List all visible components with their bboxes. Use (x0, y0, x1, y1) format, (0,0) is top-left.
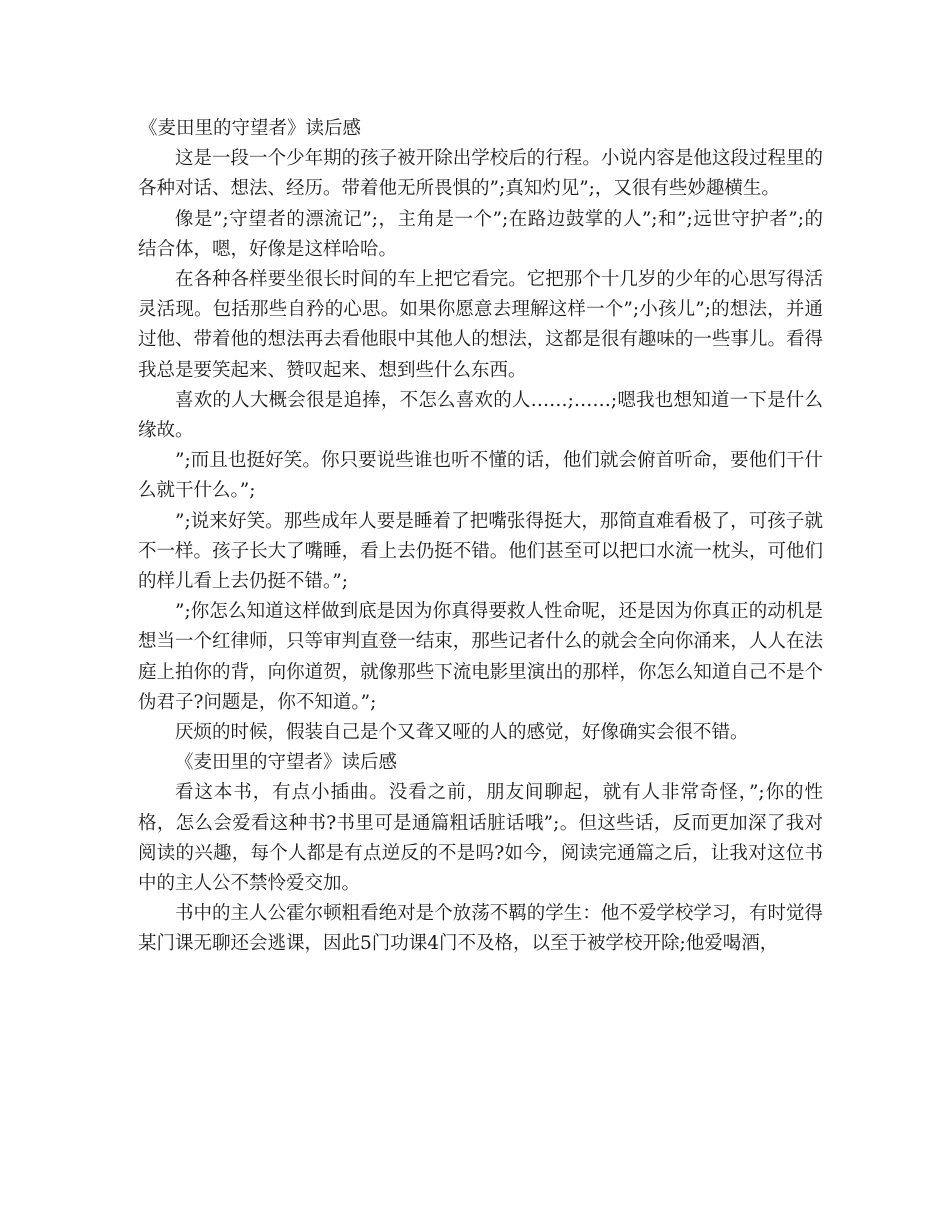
paragraph: 书中的主人公霍尔顿粗看绝对是个放荡不羁的学生：他不爱学校学习，有时觉得某门课无聊还会逃课，因此5门功课4门不及格，以至于被学校开除;他爱喝酒， (138, 903, 823, 955)
paragraph: 在各种各样要坐很长时间的车上把它看完。它把那个十几岁的少年的心思写得活灵活现。包括那些自矜的心思。如果你愿意去理解这样一个”;小孩儿”;的想法，并通过他、带着他的想法再去看他眼中其他人的想法，这都是很有趣味的一些事儿。看得我总是要笑起来、赞叹起来、想到些什么东西。 (138, 269, 823, 381)
paragraph: 看这本书，有点小插曲。没看之前，朋友间聊起，就有人非常奇怪，”;你的性格，怎么会爱看这种书?书里可是通篇粗话脏话哦”;。但这些话，反而更加深了我对阅读的兴趣，每个人都是有点逆反的不是吗?如今，阅读完通篇之后，让我对这位书中的主人公不禁怜爱交加。 (138, 782, 823, 895)
paragraph: 这是一段一个少年期的孩子被开除出学校后的行程。小说内容是他这段过程里的各种对话、想法、经历。带着他无所畏惧的”;真知灼见”;，又很有些妙趣横生。 (138, 148, 823, 200)
document-body (138, 114, 823, 960)
section-title: 《麦田里的守望者》读后感 (139, 118, 362, 139)
paragraph: 像是”;守望者的漂流记”;，主角是一个”;在路边鼓掌的人”;和”;远世守护者”;的结合体，嗯，好像是这样哈哈。 (138, 208, 823, 260)
quote-paragraph: ”;你怎么知道这样做到底是因为你真得要救人性命呢，还是因为你真正的动机是想当一个红律师，只等审判直登一结束，那些记者什么的就会全向你涌来，人人在法庭上拍你的背，向你道贺，就像那些下流电影里演出的那样，你怎么知道自己不是个伪君子?问题是，你不知道。”; (138, 601, 823, 713)
quote-paragraph: ”;而且也挺好笑。你只要说些谁也听不懂的话，他们就会俯首听命，要他们干什么就干什么。”; (138, 450, 823, 502)
paragraph: 喜欢的人大概会很是追捧，不怎么喜欢的人……;……;嗯我也想知道一下是什么缘故。 (138, 389, 823, 442)
paragraph: 厌烦的时候，假装自己是个又聋又哑的人的感觉，好像确实会很不错。 (175, 722, 749, 744)
section-title: 《麦田里的守望者》读后感 (175, 752, 398, 774)
quote-paragraph: ”;说来好笑。那些成年人要是睡着了把嘴张得挺大，那简直难看极了，可孩子就不一样。孩子长大了嘴睡，看上去仍挺不错。他们甚至可以把口水流一枕头，可他们的样儿看上去仍挺不错。”; (138, 510, 823, 593)
